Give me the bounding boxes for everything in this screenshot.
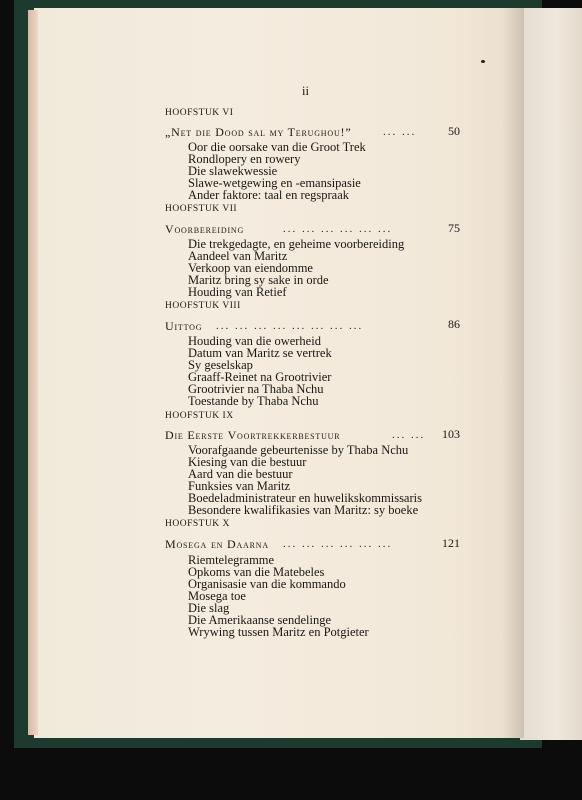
toc-item: Rondlopery en rowery — [188, 152, 301, 166]
toc-item: Voorafgaande gebeurtenisse by Thaba Nchu — [188, 443, 409, 457]
toc-item: Kiesing van die bestuur — [188, 455, 307, 469]
chapter-title: Die Eerste Voortrekkerbestuur — [165, 428, 341, 442]
toc-item: Besondere kwalifikasies van Maritz: sy boeke — [188, 503, 419, 517]
toc-item: Oor die oorsake van die Groot Trek — [188, 140, 366, 154]
toc-item: Verkoop van eiendomme — [188, 261, 313, 275]
chapter-heading: HOOFSTUK VI — [165, 108, 234, 118]
chapter-title: Voorbereiding — [165, 222, 245, 236]
toc-item: Maritz bring sy sake in orde — [188, 273, 329, 287]
chapter-title: Mosega en Daarna — [165, 537, 269, 551]
page-number: ii — [302, 84, 309, 98]
leader-dots: ... ... — [383, 126, 417, 138]
toc-item: Funksies van Maritz — [188, 479, 291, 493]
toc-item: Slawe-wetgewing en -emansipasie — [188, 176, 361, 190]
chapter-title: „Net die Dood sal my Terughou!” — [165, 125, 352, 139]
toc-item: Graaff-Reinet na Grootrivier — [188, 370, 332, 384]
facing-page — [520, 8, 582, 740]
toc-item: Mosega toe — [188, 589, 246, 603]
chapter-page: 75 — [448, 221, 460, 235]
toc-item: Ander faktore: taal en regspraak — [188, 188, 350, 202]
toc-item: Houding van die owerheid — [188, 334, 321, 348]
chapter-heading: HOOFSTUK IX — [165, 411, 234, 421]
page-edge — [28, 10, 38, 735]
toc-item: Die trekgedagte, en geheime voorbereiding — [188, 237, 405, 251]
chapter-heading: HOOFSTUK VIII — [165, 301, 241, 311]
ink-speck — [481, 60, 485, 63]
leader-dots: ... ... ... ... ... ... — [283, 223, 393, 235]
chapter-page: 103 — [442, 427, 460, 441]
toc-item: Toestande by Thaba Nchu — [188, 394, 319, 408]
toc-item: Die slawekwessie — [188, 164, 278, 178]
leader-dots: ... ... ... ... ... ... ... ... — [216, 320, 364, 332]
toc-item: Die Amerikaanse sendelinge — [188, 613, 332, 627]
page-gutter-shadow — [502, 8, 524, 738]
toc-item: Organisasie van die kommando — [188, 577, 346, 591]
chapter-page: 86 — [448, 317, 460, 331]
toc-item: Riemtelegramme — [188, 553, 275, 567]
toc-item: Die slag — [188, 601, 230, 615]
chapter-title: Uittog — [165, 319, 203, 333]
toc-item: Datum van Maritz se vertrek — [188, 346, 332, 360]
toc-item: Opkoms van die Matebeles — [188, 565, 325, 579]
chapter-heading: HOOFSTUK X — [165, 519, 230, 529]
toc-item: Wrywing tussen Maritz en Potgieter — [188, 625, 369, 639]
chapter-page: 50 — [448, 124, 460, 138]
chapter-heading: HOOFSTUK VII — [165, 204, 238, 214]
leader-dots: ... ... — [392, 429, 426, 441]
toc-item: Boedeladministrateur en huwelikskommissaris — [188, 491, 422, 505]
chapter-page: 121 — [442, 536, 460, 550]
toc-item: Grootrivier na Thaba Nchu — [188, 382, 324, 396]
leader-dots: ... ... ... ... ... ... — [283, 538, 393, 550]
toc-item: Aandeel van Maritz — [188, 249, 288, 263]
toc-item: Sy geselskap — [188, 358, 253, 372]
toc-item: Aard van die bestuur — [188, 467, 293, 481]
toc-item: Houding van Retief — [188, 285, 287, 299]
